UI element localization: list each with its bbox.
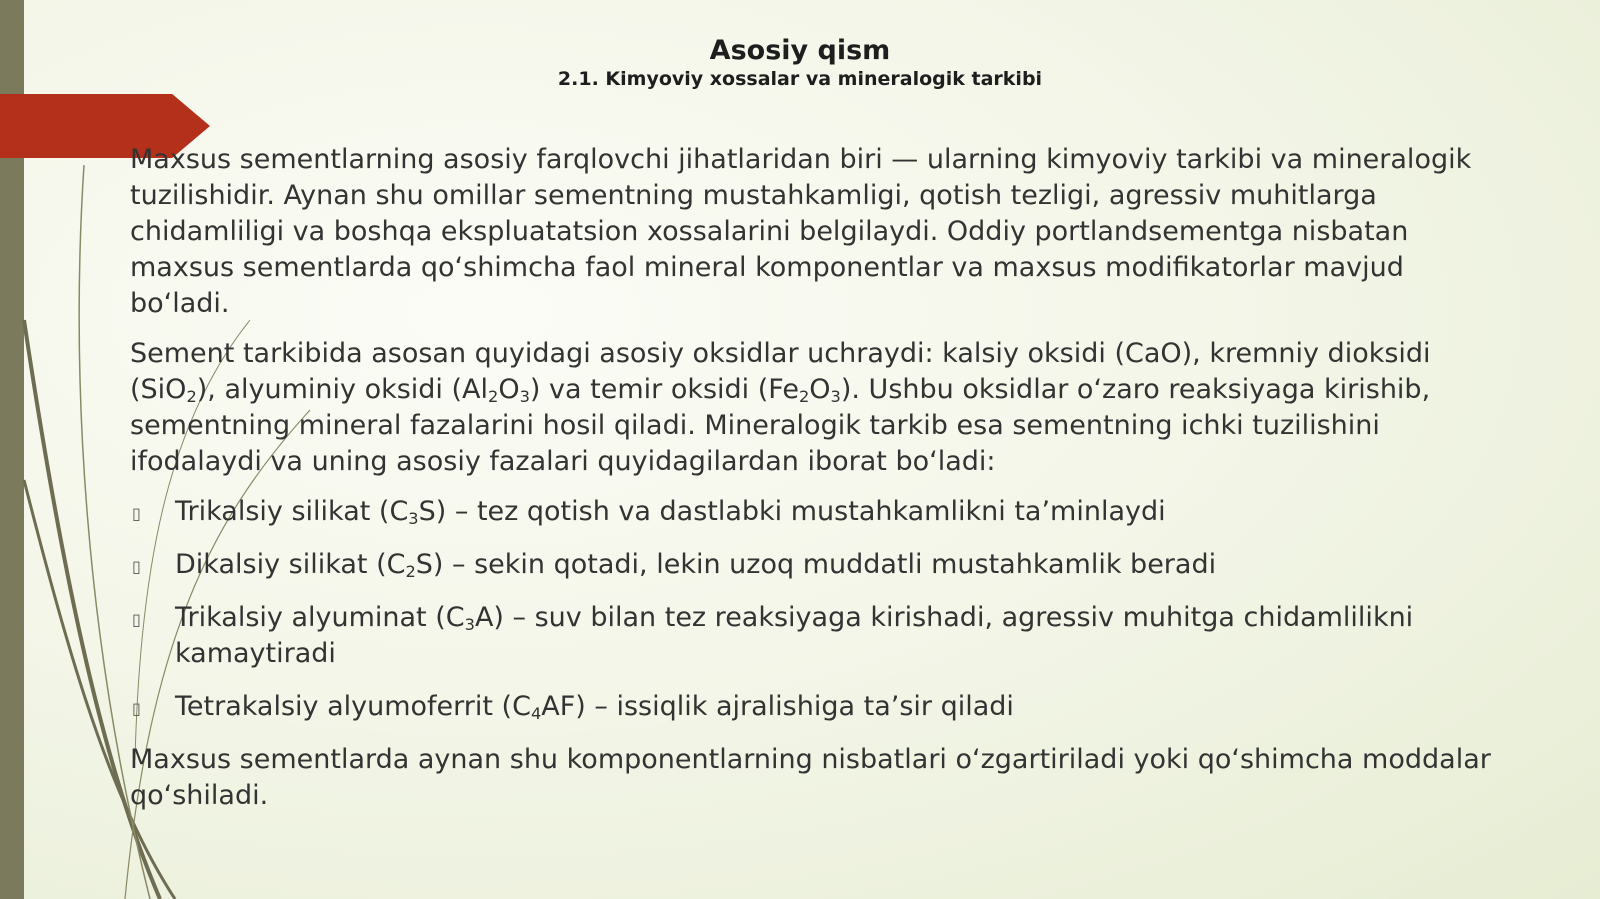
bullet-text: Dikalsiy silikat (C <box>175 549 406 580</box>
paragraph-conclusion: Maxsus sementlarda aynan shu komponentlarning nisbatlari o‘zgartiriladi yoki qo‘shimcha moddalar qo‘shiladi. <box>130 744 1491 811</box>
subscript: 2 <box>405 562 416 582</box>
paragraph-intro: Maxsus sementlarning asosiy farqlovchi jihatlaridan biri — ularning kimyoviy tarkibi va mineralogik tuzilishidir. Aynan shu omillar sementning mustahkamligi, qotish tezligi, agressiv muhitlarga chidamliligi va boshqa ekspluatatsion xossalarini belgilaydi. Oddiy portlandsementga nisbatan maxsus sementlarda qo‘shimcha faol mineral komponentlar va maxsus modifikatorlar mavjud bo‘ladi. <box>130 144 1472 319</box>
list-item-c4af <box>130 689 1510 725</box>
bullet-text: S) – sekin qotadi, lekin uzoq muddatli mustahkamlik beradi <box>415 549 1217 580</box>
subscript: 3 <box>830 387 841 407</box>
subscript: 3 <box>408 509 419 529</box>
oxides-text-1: Sement tarkibida asosan quyidagi asosiy oksidlar uchraydi: kalsiy oksidi (CaO), kremniy dioksidi (SiO <box>130 338 1431 405</box>
oxides-text-4: ) va temir oksidi (Fe <box>529 374 799 405</box>
subscript: 2 <box>186 387 197 407</box>
subscript: 2 <box>488 387 499 407</box>
subscript: 2 <box>798 387 810 407</box>
bullet-text: Tetrakalsiy alyumoferrit (C <box>175 691 531 722</box>
bullet-box-icon: ▯ <box>132 610 141 629</box>
oxides-text-5: O <box>809 374 831 405</box>
bullet-box-icon: ▯ <box>132 504 141 523</box>
slide-subtitle: 2.1. Kimyoviy xossalar va mineralogik tarkibi <box>557 68 1043 90</box>
slide-body <box>130 142 1510 828</box>
bullet-text: Trikalsiy silikat (C <box>175 496 409 527</box>
subscript: 4 <box>530 704 542 724</box>
paragraph-oxides <box>130 336 1510 480</box>
bullet-box-icon: ▯ <box>132 557 141 576</box>
bullet-text: AF) – issiqlik ajralishiga ta’sir qiladi <box>541 691 1014 722</box>
bullet-text: A) – suv bilan tez reaksiyaga kirishadi, agressiv muhitga chidamlilikni kamaytiradi <box>175 602 1414 669</box>
list-item-c3a <box>130 600 1510 672</box>
bullet-text: S) – tez qotish va dastlabki mustahkamlikni ta’minlaydi <box>418 496 1166 527</box>
mineral-phases-list <box>130 494 1510 725</box>
subscript: 3 <box>519 387 530 407</box>
oxides-text-6: ). Ushbu oksidlar o‘zaro reaksiyaga kirishib, sementning mineral fazalarini hosil qiladi. Mineralogik tarkib esa sementning ichki tuzilishini ifodalaydi va uning asosiy fazalari quyidagilardan iborat bo‘ladi: <box>130 374 1431 477</box>
subscript: 3 <box>464 615 475 635</box>
list-item-c2s <box>130 547 1510 583</box>
list-item-c3s <box>130 494 1510 530</box>
oxides-text-2: ), alyuminiy oksidi (Al <box>196 374 489 405</box>
bullet-box-icon: ▯ <box>132 699 141 718</box>
bullet-text: Trikalsiy alyuminat (C <box>175 602 465 633</box>
slide-title: Asosiy qism <box>709 35 891 66</box>
title-block <box>0 34 1600 90</box>
oxides-text-3: O <box>498 374 520 405</box>
